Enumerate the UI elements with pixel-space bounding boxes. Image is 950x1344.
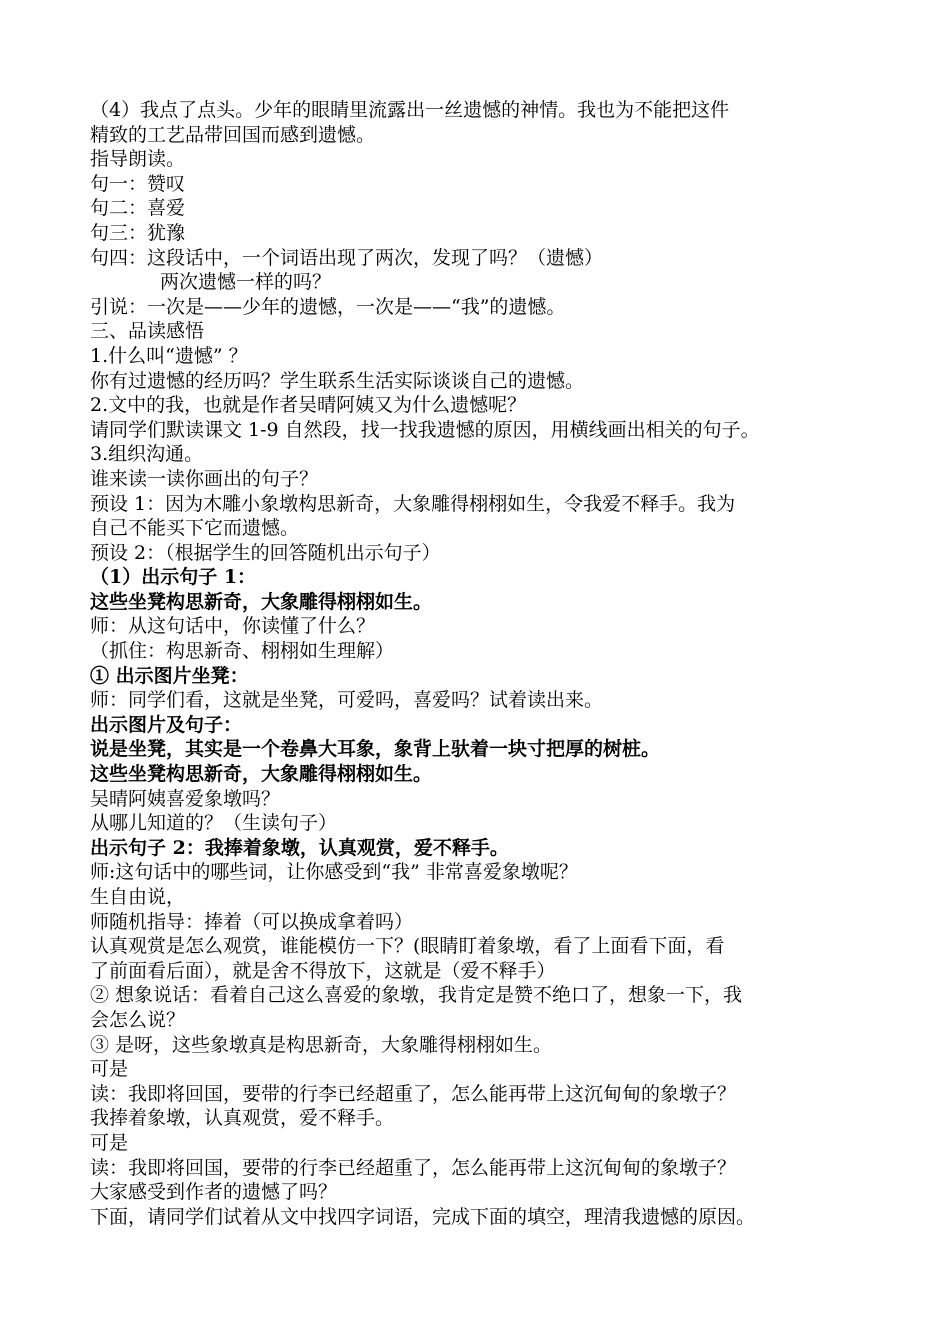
text-line: 下面，请同学们试着从文中找四字词语，完成下面的填空，理清我遗憾的原因。 bbox=[90, 1205, 756, 1228]
text-line: 师：同学们看，这就是坐凳，可爱吗，喜爱吗？试着读出来。 bbox=[90, 689, 604, 712]
text-line: 可是 bbox=[90, 1058, 129, 1081]
text-line: 这些坐凳构思新奇，大象雕得栩栩如生。 bbox=[90, 590, 433, 613]
text-line: 预设 2：（根据学生的回答随机出示句子） bbox=[90, 541, 441, 564]
text-line: （1）出示句子 1： bbox=[90, 566, 257, 589]
text-line: 出示句子 2：我捧着象墩，认真观赏，爱不释手。 bbox=[90, 836, 509, 859]
text-line: 师:这句话中的哪些词，让你感受到“我” 非常喜爱象墩呢？ bbox=[90, 861, 578, 884]
text-line: 师随机指导：捧着（可以换成拿着吗） bbox=[90, 910, 414, 933]
text-line: 引说：一次是——少年的遗憾，一次是——“我”的遗憾。 bbox=[90, 295, 566, 318]
text-line: 师：从这句话中，你读懂了什么？ bbox=[90, 615, 376, 638]
text-line: 指导朗读。 bbox=[90, 148, 186, 171]
text-line: 说是坐凳，其实是一个卷鼻大耳象，象背上驮着一块寸把厚的树桩。 bbox=[90, 738, 661, 761]
text-line: （抓住：构思新奇、栩栩如生理解） bbox=[90, 640, 395, 663]
text-line: 3.组织沟通。 bbox=[90, 443, 204, 466]
text-line: 会怎么说？ bbox=[90, 1008, 186, 1031]
text-line: 可是 bbox=[90, 1131, 129, 1154]
text-line: 大家感受到作者的遗憾了吗？ bbox=[90, 1181, 338, 1204]
text-line: 你有过遗憾的经历吗？学生联系生活实际谈谈自己的遗憾。 bbox=[90, 369, 585, 392]
text-line: 句三：犹豫 bbox=[90, 221, 186, 244]
text-line: ① 出示图片坐凳： bbox=[90, 664, 249, 687]
text-line: 句一：赞叹 bbox=[90, 172, 186, 195]
text-line: 出示图片及句子： bbox=[90, 713, 243, 736]
text-line: ② 想象说话：看着自己这么喜爱的象墩，我肯定是赞不绝口了，想象一下，我 bbox=[90, 984, 743, 1007]
text-line: 读：我即将回国，要带的行李已经超重了，怎么能再带上这沉甸甸的象墩子？ bbox=[90, 1082, 737, 1105]
text-line: 生自由说， bbox=[90, 886, 186, 908]
text-line: 预设 1：因为木雕小象墩构思新奇，大象雕得栩栩如生，令我爱不释手。我为 bbox=[90, 492, 736, 515]
text-line: 三、品读感悟 bbox=[90, 320, 205, 343]
document-body bbox=[90, 98, 890, 1229]
text-line: 两次遗憾一样的吗？ bbox=[160, 271, 332, 294]
text-line: 句四：这段话中，一个词语出现了两次，发现了吗？（遗憾） bbox=[90, 246, 604, 269]
text-line: 请同学们默读课文 1-9 自然段，找一找我遗憾的原因，用横线画出相关的句子。 bbox=[90, 418, 760, 441]
text-line: 句二：喜爱 bbox=[90, 197, 186, 220]
text-line: 我捧着象墩，认真观赏，爱不释手。 bbox=[90, 1107, 395, 1130]
text-line: 2.文中的我，也就是作者吴晴阿姨又为什么遗憾呢？ bbox=[90, 394, 527, 417]
text-line: 读：我即将回国，要带的行李已经超重了，怎么能再带上这沉甸甸的象墩子？ bbox=[90, 1156, 737, 1179]
text-line: 认真观赏是怎么观赏，谁能模仿一下？(眼睛盯着象墩，看了上面看下面，看 bbox=[90, 935, 725, 958]
text-line: 从哪儿知道的？（生读句子） bbox=[90, 812, 338, 835]
text-line: 精致的工艺品带回国而感到遗憾。 bbox=[90, 123, 376, 146]
text-line: ③ 是呀，这些象墩真是构思新奇，大象雕得栩栩如生。 bbox=[90, 1033, 553, 1056]
text-line: （4）我点了点头。少年的眼睛里流露出一丝遗憾的神情。我也为不能把这件 bbox=[90, 99, 730, 121]
text-line: 了前面看后面），就是舍不得放下，这就是（爱不释手） bbox=[90, 959, 556, 982]
text-line: 这些坐凳构思新奇，大象雕得栩栩如生。 bbox=[90, 763, 433, 786]
text-line: 自己不能买下它而遗憾。 bbox=[90, 517, 300, 540]
text-line: 吴晴阿姨喜爱象墩吗？ bbox=[90, 787, 281, 810]
text-line: 谁来读一读你画出的句子？ bbox=[90, 467, 319, 490]
text-line: 1.什么叫“遗憾” ？ bbox=[90, 344, 248, 367]
